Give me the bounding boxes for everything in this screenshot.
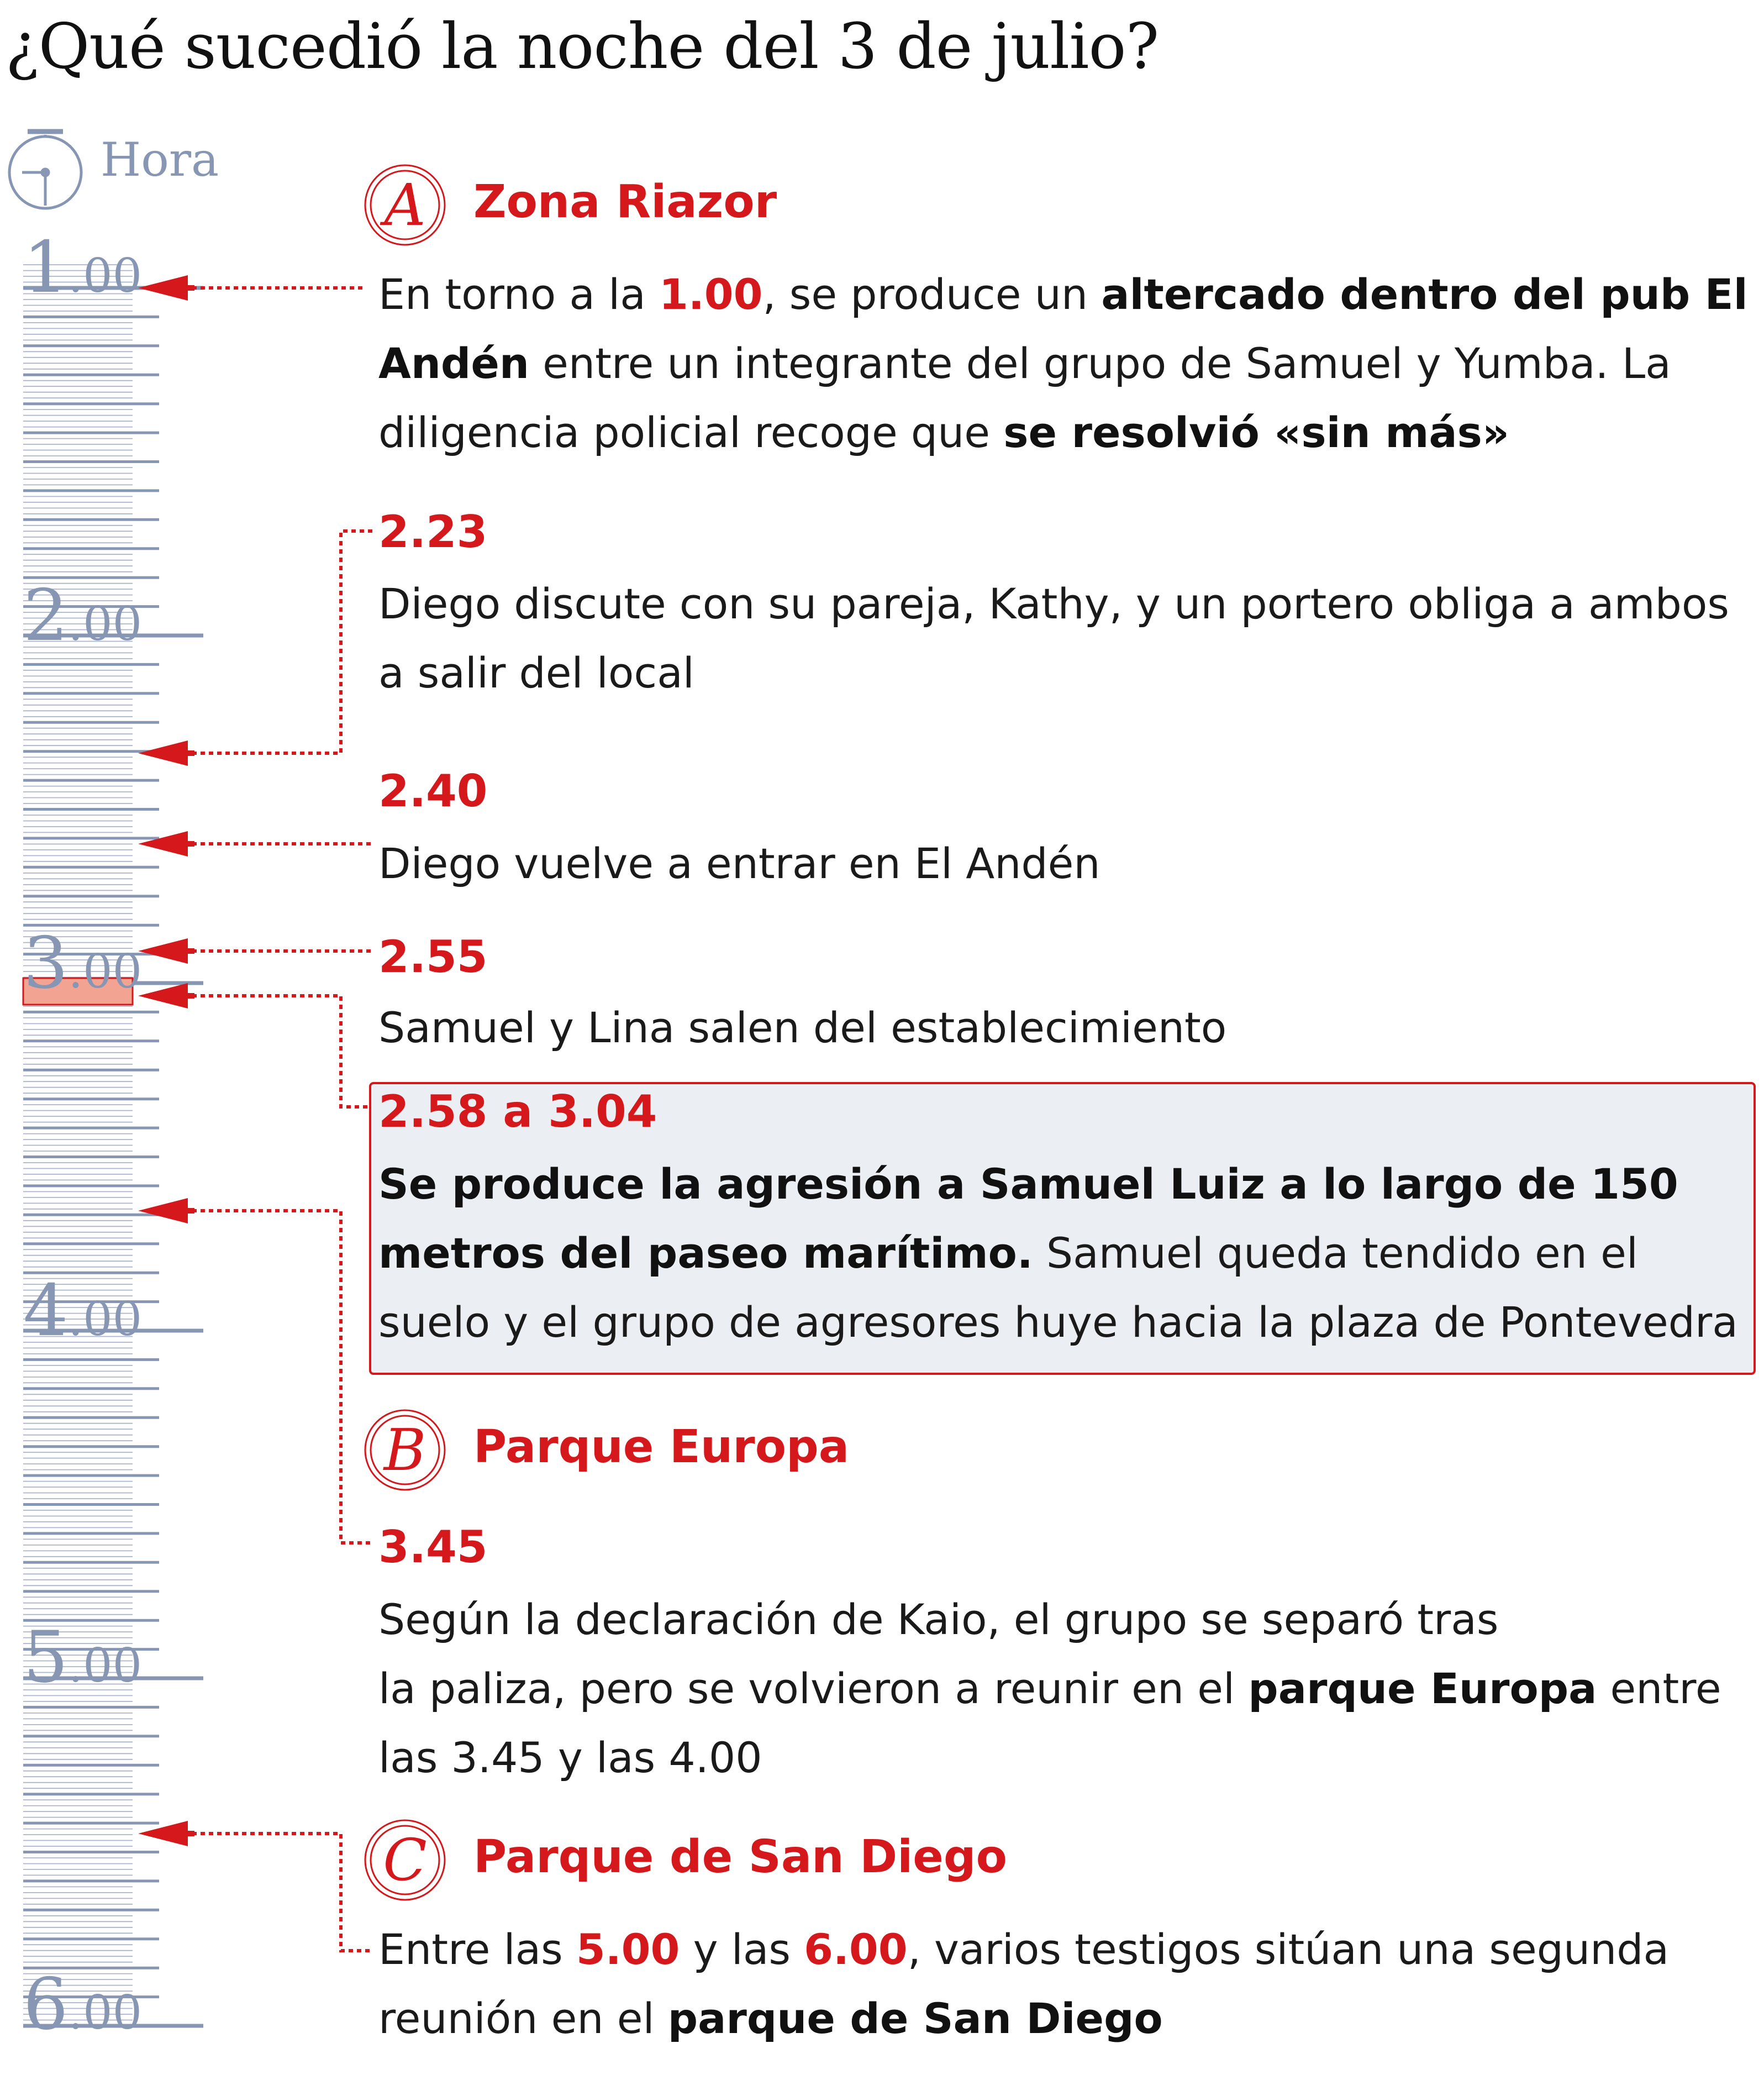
connector-2-23 — [192, 531, 373, 753]
stopwatch-icon — [9, 132, 81, 208]
zone-a-letter: A — [384, 171, 426, 239]
hour-label-3: 3.00 — [23, 922, 143, 1005]
event-6-text: Según la declaración de Kaio, el grupo se separó tras la paliza, pero se volvieron a reunir en el parque Europa entre las 3.45 y las 4.00 — [378, 1595, 1721, 1782]
arrow-5-00 — [138, 1821, 188, 1846]
event-5-text: Se produce la agresión a Samuel Luiz a lo largo de 150 metros del paseo marítimo. Samuel queda tendido en el suelo y el grupo de agresores huye hacia la plaza de Pontevedra — [378, 1159, 1738, 1347]
zone-c-name: Parque de San Diego — [473, 1831, 1007, 1883]
event-3-time: 2.40 — [378, 765, 488, 817]
arrow-3-45 — [138, 1198, 188, 1223]
event-6-time: 3.45 — [378, 1521, 488, 1573]
arrow-2-23 — [138, 740, 188, 766]
event-3-text: Diego vuelve a entrar en El Andén — [378, 839, 1100, 888]
hour-label-4: 4.00 — [23, 1270, 143, 1352]
event-2-time: 2.23 — [378, 506, 488, 558]
zone-a-name: Zona Riazor — [473, 176, 777, 228]
zone-b-name: Parque Europa — [473, 1421, 850, 1473]
hour-label-5: 5.00 — [23, 1616, 143, 1699]
page-title: ¿Qué sucedió la noche del 3 de julio? — [6, 10, 1159, 83]
time-ruler — [23, 265, 203, 2026]
event-4-time: 2.55 — [378, 931, 488, 983]
arrow-2-40 — [138, 831, 188, 857]
connector-3-45 — [192, 1211, 373, 1543]
arrow-2-58 — [138, 983, 188, 1009]
arrow-1-00 — [138, 275, 188, 301]
event-2-text: Diego discute con su pareja, Kathy, y un portero obliga a ambos a salir del local — [378, 579, 1729, 697]
connector-5-00 — [192, 1834, 373, 1951]
hour-label-1: 1.00 — [23, 227, 143, 309]
zone-c-letter: C — [383, 1826, 427, 1894]
event-1-text: En torno a la 1.00, se produce un altercado dentro del pub El Andén entre un integrante del grupo de Samuel y Yumba. La diligencia policial recoge que se resolvió «sin más» — [378, 270, 1748, 457]
arrow-2-55 — [138, 938, 188, 964]
event-5-time: 2.58 a 3.04 — [378, 1086, 657, 1137]
event-7-text: Entre las 5.00 y las 6.00, varios testigos sitúan una segunda reunión en el parque de San Diego — [378, 1925, 1670, 2043]
hour-label-2: 2.00 — [23, 575, 143, 657]
connector-2-58 — [192, 996, 370, 1107]
hour-label-6: 6.00 — [23, 1963, 143, 2046]
axis-label: Hora — [101, 133, 219, 187]
event-4-text: Samuel y Lina salen del establecimiento — [378, 1003, 1227, 1052]
zone-b-letter: B — [383, 1416, 426, 1484]
